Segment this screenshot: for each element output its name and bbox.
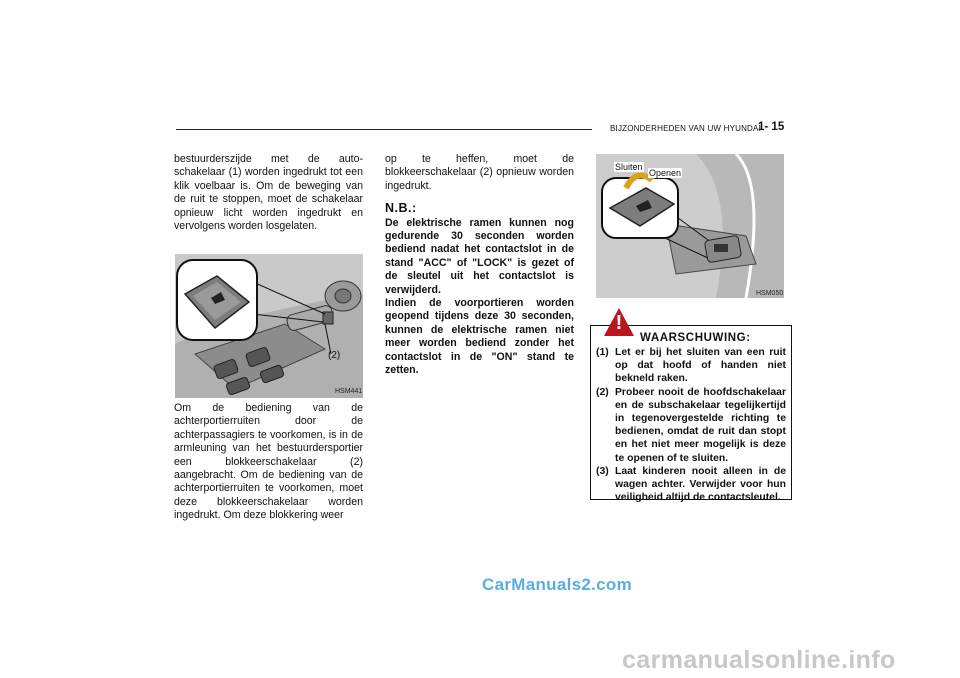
figure-code: HSM050 — [756, 290, 784, 297]
column-1-paragraph-2: Om de bediening van de achterportierruiten door de achterpassagiers te voorkomen, is in de armleuning van het bestuurdersportier een blokkeerschakelaar (2) aangebracht. Om de bediening van de achterportierruiten te voorkomen, moet deze blokkeerschakelaar worden ingedrukt. Om deze blokkering weer — [174, 402, 363, 522]
column-1-bottom — [174, 402, 363, 523]
page-number: 1- 15 — [758, 121, 785, 133]
note-title: N.B.: — [385, 201, 417, 216]
column-2 — [385, 153, 574, 378]
column-2-paragraph-1: op te heffen, moet de blokkeerschakelaar (2) opnieuw worden ingedrukt. — [385, 153, 574, 192]
warning-item — [596, 386, 786, 465]
note-body-1: De elektrische ramen kunnen nog gedurende 30 seconden worden bediend nadat het contactslot in de stand "ACC" of "LOCK" is gezet of de sleutel uit het contactslot is verwijderd. — [385, 216, 574, 296]
door-armrest-illustration — [175, 254, 363, 398]
warning-item-text: Let er bij het sluiten van een ruit op dat hoofd of handen niet bekneld raken. — [615, 347, 786, 385]
auto-switch-illustration — [596, 154, 784, 298]
warning-exclamation: ! — [615, 312, 623, 334]
figure-auto-window-switch — [596, 154, 784, 298]
note-body-2: Indien de voorportieren worden geopend tijdens deze 30 seconden, kunnen de elektrische ramen niet meer worden bediend zonder het contactslot in de "ON" stand te zetten. — [385, 297, 574, 377]
column-1-top — [174, 153, 363, 233]
callout-label-2: (2) — [328, 350, 341, 361]
warning-item-number: (1) — [596, 347, 609, 358]
figure-window-lock-switch — [175, 254, 363, 398]
label-close: Sluiten — [615, 162, 643, 172]
warning-item-number: (2) — [596, 386, 609, 398]
warning-item-text: Laat kinderen nooit alleen in de wagen achter. Verwijder voor hun veiligheid altijd de contactsleutel. — [615, 465, 786, 504]
warning-item-number: (3) — [596, 465, 609, 477]
figure-code: HSM441 — [335, 388, 363, 395]
label-open: Openen — [649, 168, 682, 178]
warning-item — [596, 465, 786, 505]
watermark-carmanuals2[interactable]: CarManuals2.com — [482, 575, 632, 594]
warning-title: WAARSCHUWING: — [640, 332, 751, 344]
warning-item — [596, 346, 786, 386]
watermark-carmanualsonline[interactable]: carmanualsonline.info — [622, 646, 896, 674]
column-1-paragraph-1: bestuurderszijde met de auto-schakelaar (1) worden ingedrukt tot een klik voelbaar is. Om de beweging van de ruit te stoppen, moet de schakelaar opnieuw licht worden ingedrukt en vervolgens worden losgelaten. — [174, 153, 363, 233]
header-rule — [176, 129, 592, 130]
section-title: BIJZONDERHEDEN VAN UW HYUNDAI — [610, 124, 761, 133]
warning-list — [596, 346, 786, 504]
warning-item-text: Probeer nooit de hoofdschakelaar en de subschakelaar tegelijkertijd in tegenovergestelde richting te bedienen, omdat de ruit dan stopt en het niet meer mogelijk is deze te openen of te sluiten. — [615, 386, 786, 464]
